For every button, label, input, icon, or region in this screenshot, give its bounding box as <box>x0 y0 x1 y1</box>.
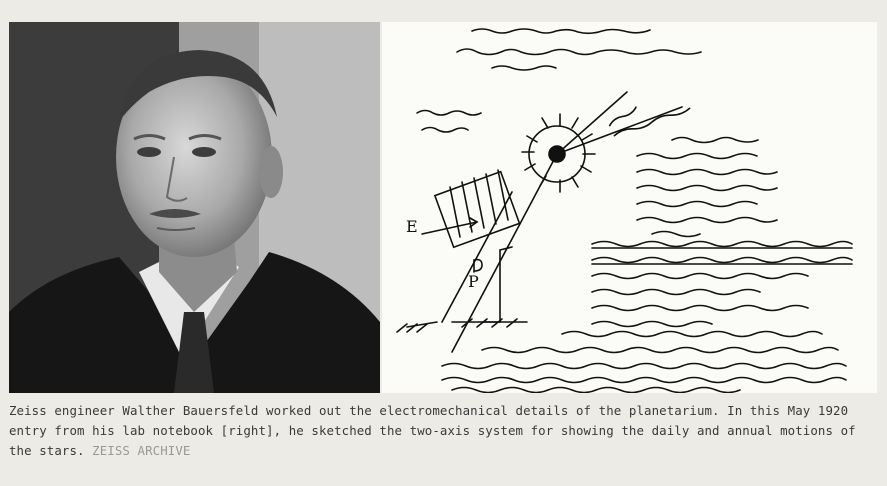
notebook-drawing <box>382 22 877 393</box>
figure-caption <box>9 401 877 461</box>
caption-text: Zeiss engineer Walther Bauersfeld worked out the electromechanical details of the planetarium. In this May 1920 entry from his lab notebook [right], he sketched the two-axis system for showing the daily and annual motions of the stars. <box>9 403 856 458</box>
figure <box>9 22 877 393</box>
portrait-photo <box>9 22 380 393</box>
portrait-illustration <box>9 22 380 393</box>
svg-text:E: E <box>406 217 418 236</box>
notebook-sketch <box>382 22 877 393</box>
photo-credit: ZEISS ARCHIVE <box>92 443 191 458</box>
svg-text:P: P <box>468 272 479 291</box>
